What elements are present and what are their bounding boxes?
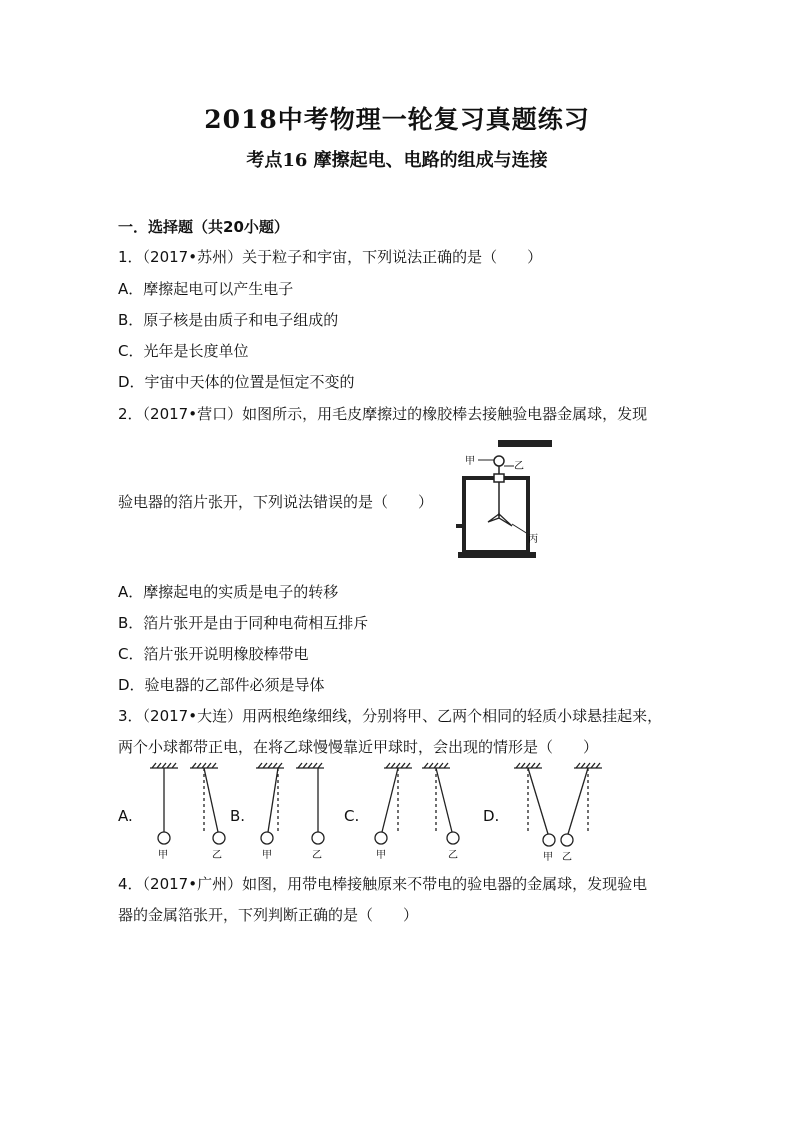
ball-label-yi: 乙 (448, 850, 458, 861)
q3-option-c-letter: C. (344, 807, 360, 825)
ball-label-jia: 甲 (262, 850, 272, 861)
q4-stem-line2: 器的金属箔张开，下列判断正确的是（ ） (118, 906, 419, 924)
electroscope-base (458, 552, 536, 558)
q1-option-c: C．光年是长度单位 (118, 342, 249, 360)
electroscope-case (464, 478, 528, 552)
ball-label-yi: 乙 (212, 850, 222, 861)
pendulum-figure-b (254, 762, 334, 862)
q1-stem: 1．（2017•苏州）关于粒子和宇宙，下列说法正确的是（ ） (118, 248, 543, 266)
label-yi: 乙 (514, 461, 524, 472)
label-bing: 丙 (528, 534, 538, 545)
q1-option-d: D．宇宙中天体的位置是恒定不变的 (118, 373, 355, 391)
label-jia: 甲 (465, 456, 475, 467)
q2-option-d: D．验电器的乙部件必须是导体 (118, 676, 325, 694)
q2-option-a: A．摩擦起电的实质是电子的转移 (118, 583, 339, 601)
pendulum-figure-d (510, 762, 610, 862)
foil-leaf-right (499, 514, 512, 526)
page-title: 2018中考物理一轮复习真题练习 (204, 105, 590, 134)
pendulum-figure-c (366, 762, 466, 862)
pendulum-figure-a (148, 762, 228, 862)
page-subtitle: 考点16 摩擦起电、电路的组成与连接 (246, 150, 548, 171)
q3-option-b-letter: B. (230, 807, 246, 825)
q3-stem-line1: 3．（2017•大连）用两根绝缘细线，分别将甲、乙两个相同的轻质小球悬挂起来， (118, 707, 663, 725)
foil-leaf-left (488, 514, 499, 522)
q2-option-b: B．箔片张开是由于同种电荷相互排斥 (118, 614, 369, 632)
q3-option-d-letter: D. (483, 807, 500, 825)
section-heading: 一．选择题（共20小题） (118, 218, 289, 236)
rubber-rod (498, 440, 552, 447)
q2-stem-line2: 验电器的箔片张开，下列说法错误的是（ ） (118, 493, 434, 511)
q1-option-a: A．摩擦起电可以产生电子 (118, 280, 294, 298)
ball-label-jia: 甲 (158, 850, 168, 861)
ball-label-jia: 甲 (376, 850, 386, 861)
insulating-plug (494, 474, 504, 482)
metal-ball (494, 456, 504, 466)
q3-option-a-letter: A. (118, 807, 133, 825)
q2-stem-line1: 2．（2017•营口）如图所示，用毛皮摩擦过的橡胶棒去接触验电器金属球，发现 (118, 405, 648, 423)
electroscope-figure (452, 436, 564, 564)
q4-stem-line1: 4．（2017•广州）如图，用带电棒接触原来不带电的验电器的金属球，发现验电 (118, 875, 648, 893)
q3-stem-line2: 两个小球都带正电，在将乙球慢慢靠近甲球时，会出现的情形是（ ） (118, 738, 599, 756)
ball-label-jia: 甲 (543, 852, 553, 862)
q2-option-c: C．箔片张开说明橡胶棒带电 (118, 645, 309, 663)
q1-option-b: B．原子核是由质子和电子组成的 (118, 311, 339, 329)
ball-label-yi: 乙 (312, 850, 322, 861)
ball-label-yi: 乙 (562, 852, 572, 862)
